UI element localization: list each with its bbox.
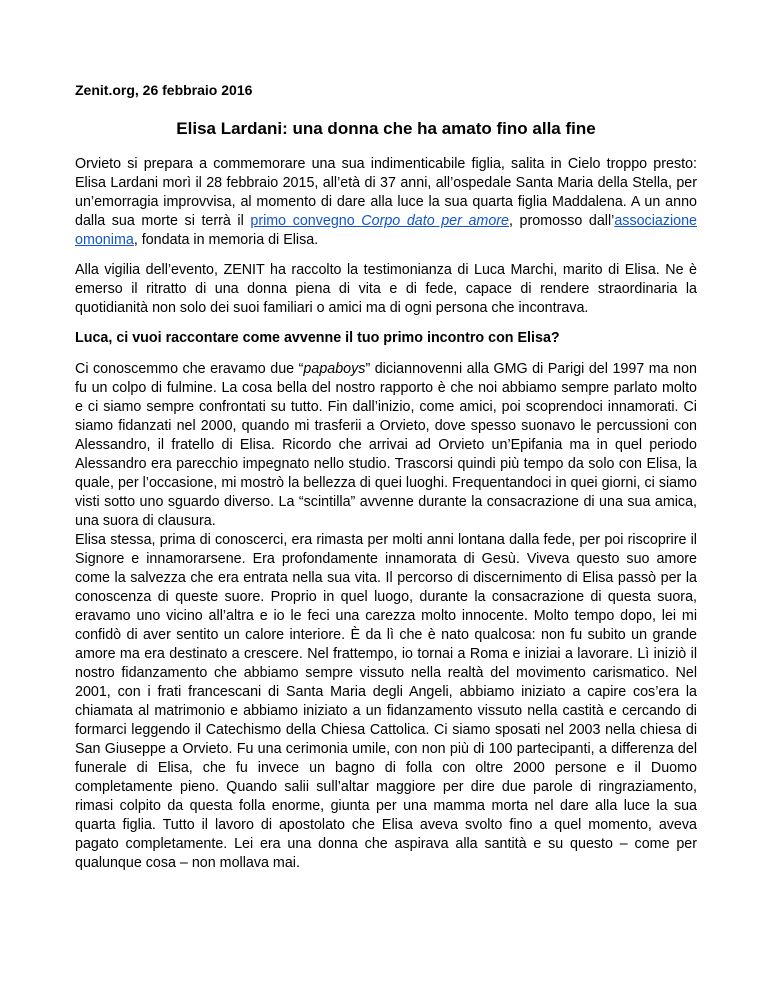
answer-paragraph-1 bbox=[75, 360, 697, 531]
context-paragraph: Alla vigilia dell’evento, ZENIT ha raccolto la testimonianza di Luca Marchi, marito di Elisa. Ne è emerso il ritratto di una donna piena di vita e di fede, capace di rendere straordinaria la quotidianità non solo dei suoi familiari o amici ma di ogni persona che incontrava. bbox=[75, 262, 697, 316]
intro-text-b: , promosso dall’ bbox=[509, 213, 615, 229]
intro-paragraph bbox=[75, 155, 697, 250]
answer-paragraph-2: Elisa stessa, prima di conoscerci, era rimasta per molti anni lontana dalla fede, per poi riscoprire il Signore e innamorarsene. Era profondamente innamorata di Gesù. Viveva questo suo amore come la salvezza che era entrata nella sua vita. Il percorso di discernimento di Elisa passò per la conoscenza di queste suore. Proprio in quel luogo, durante la consacrazione di questa suora, eravamo uno vicino all’altra e io le feci una carezza molto innocente. Molto tempo dopo, lei mi confidò di aver sentito un calore interiore. È da lì che è nato qualcosa: non fu subito un grande amore ma era destinato a crescere. Nel frattempo, io tornai a Roma e iniziai a lavorare. Lì iniziò il nostro fidanzamento che abbiamo sempre vissuto nella realtà del movimento carismatico. Nel 2001, con i frati francescani di Santa Maria degli Angeli, abbiamo iniziato a capire cos’era la chiamata al matrimonio e abbiamo iniziato a un fidanzamento vissuto nella castità e cercando di formarci leggendo il Catechismo della Chiesa Cattolica. Ci siamo sposati nel 2003 nella chiesa di San Giuseppe a Orvieto. Fu una cerimonia umile, con non più di 100 partecipanti, a differenza del funerale di Elisa, che fu invece un bagno di folla con oltre 2000 persone e il Duomo completamente pieno. Quando salii sull’altar maggiore per dire due parole di ringraziamento, rimasi colpito da questa folla enorme, giunta per una mamma morta nel dare alla luce la sua quarta figlia. Tutto il lavoro di apostolato che Elisa aveva svolto fino a quel momento, aveva pagato completamente. Lei era una donna che aspirava alla santità e su questo – come per qualunque cosa – non mollava mai. bbox=[75, 532, 697, 871]
source-line: Zenit.org, 26 febbraio 2016 bbox=[75, 82, 253, 98]
convegno-link[interactable] bbox=[250, 213, 509, 229]
associazione-link[interactable]: associazione omonima bbox=[75, 213, 697, 248]
question-1: Luca, ci vuoi raccontare come avvenne il tuo primo incontro con Elisa? bbox=[75, 330, 560, 346]
convegno-link-text: primo convegno bbox=[250, 213, 362, 229]
intro-text-c: , fondata in memoria di Elisa. bbox=[133, 232, 319, 248]
answer-1-text-b: ” diciannovenni alla GMG di Parigi del 1997 ma non fu un colpo di fulmine. La cosa bella del nostro rapporto è che noi abbiamo sempre parlato molto e ci siamo sempre confrontati su tutto. Fin dall’inizio, come amici, poi scoprendoci innamorati. Ci siamo fidanzati nel 2000, quando mi trasferii a Orvieto, dove spesso suonavo le percussioni con Alessandro, il fratello di Elisa. Ricordo che arrivai ad Orvieto un’Epifania ma in quel periodo Alessandro era parecchio impegnato nello studio. Trascorsi quindi più tempo da solo con Elisa, la quale, per l’occasione, mi mostrò la bellezza di quei luoghi. Frequentandoci in quei giorni, ci siamo visti sotto uno sguardo diverso. La “scintilla” avvenne durante la consacrazione di una sua amica, una suora di clausura. bbox=[75, 361, 697, 529]
answer-1-emphasis: papaboys bbox=[303, 361, 366, 377]
intro-text-a: Orvieto si prepara a commemorare una sua indimenticabile figlia, salita in Cielo troppo presto: Elisa Lardani morì il 28 febbraio 2015, all’età di 37 anni, all’ospedale Santa Maria della Stella, per un’emorragia improvvisa, al momento di dare alla luce la sua quarta figlia Maddalena. A un anno dalla sua morte si terrà il bbox=[75, 156, 697, 229]
article-title: Elisa Lardani: una donna che ha amato fino alla fine bbox=[176, 119, 596, 138]
convegno-link-title: Corpo dato per amore bbox=[361, 213, 509, 229]
document-page bbox=[75, 82, 697, 884]
answer-1-text-a: Ci conoscemmo che eravamo due “ bbox=[75, 361, 304, 377]
